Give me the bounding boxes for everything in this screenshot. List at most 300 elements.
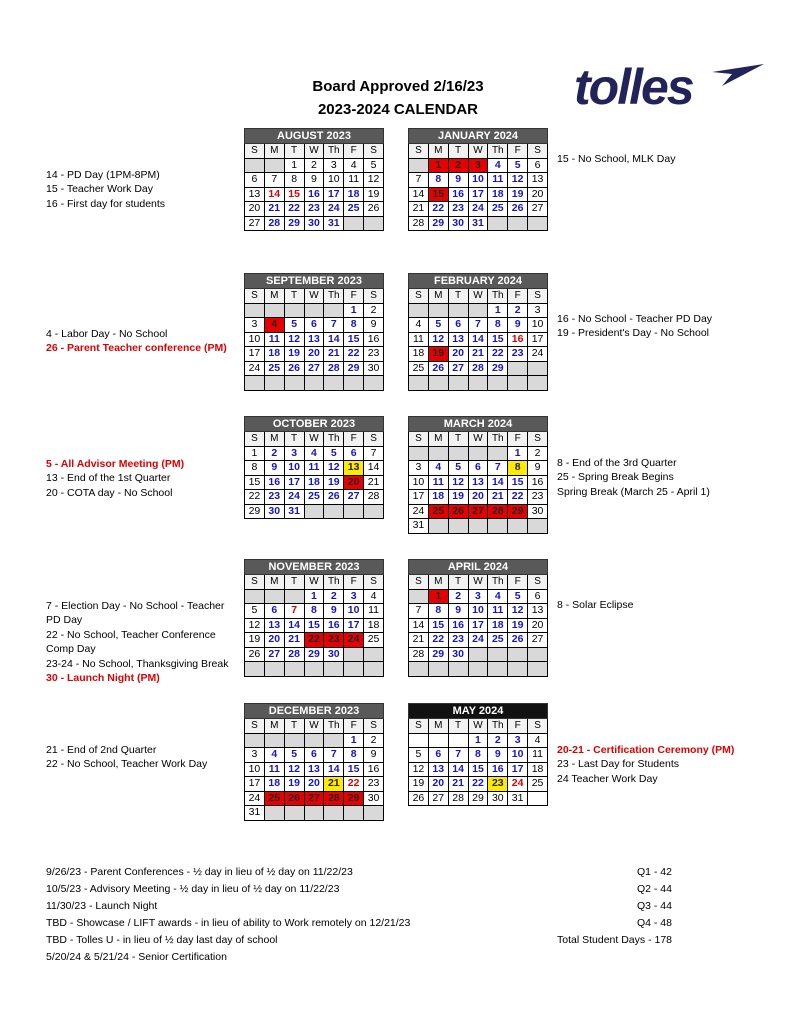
day-cell: 23 (304, 202, 324, 217)
month-header: SEPTEMBER 2023 (245, 274, 384, 289)
day-cell: 21 (409, 633, 429, 648)
weekday-header: F (508, 719, 528, 734)
day-cell: 3 (528, 303, 548, 318)
day-cell: 6 (528, 158, 548, 173)
day-cell: 12 (428, 332, 448, 347)
empty-day-cell (304, 806, 324, 821)
weekday-header: F (344, 575, 364, 590)
day-cell: 11 (528, 748, 548, 763)
day-cell: 22 (428, 202, 448, 217)
empty-day-cell (304, 376, 324, 391)
day-cell: 8 (468, 748, 488, 763)
day-cell: 26 (245, 647, 265, 662)
empty-day-cell (488, 446, 508, 461)
day-cell: 30 (364, 791, 384, 806)
day-cell: 7 (364, 446, 384, 461)
day-cell: 26 (508, 202, 528, 217)
day-cell: 1 (468, 733, 488, 748)
day-cell: 13 (264, 618, 284, 633)
day-cell: 13 (468, 475, 488, 490)
day-cell: 29 (284, 216, 304, 231)
day-cell: 12 (245, 618, 265, 633)
empty-day-cell (245, 662, 265, 677)
day-cell: 9 (448, 173, 468, 188)
day-cell: 14 (324, 332, 344, 347)
day-cell: 19 (284, 347, 304, 362)
weekday-header: S (409, 289, 429, 304)
day-cell: 10 (324, 173, 344, 188)
day-cell: 7 (488, 461, 508, 476)
weekday-header: F (344, 432, 364, 447)
day-cell: 23 (528, 490, 548, 505)
note: 15 - Teacher Work Day (46, 183, 153, 196)
weekday-header: S (364, 289, 384, 304)
day-cell: 27 (528, 633, 548, 648)
weekday-header: S (409, 432, 429, 447)
empty-day-cell (508, 647, 528, 662)
day-cell: 1 (245, 446, 265, 461)
weekday-header: S (409, 144, 429, 159)
empty-day-cell (508, 662, 528, 677)
day-cell: 21 (488, 490, 508, 505)
day-cell: 16 (264, 475, 284, 490)
empty-day-cell (344, 662, 364, 677)
empty-day-cell (488, 519, 508, 534)
weekday-header: M (264, 432, 284, 447)
empty-day-cell (284, 806, 304, 821)
empty-day-cell (488, 216, 508, 231)
weekday-header: T (284, 719, 304, 734)
weekday-header: Th (324, 289, 344, 304)
day-cell: 22 (488, 347, 508, 362)
empty-day-cell (245, 733, 265, 748)
notes-feb (557, 312, 712, 341)
day-cell: 29 (344, 361, 364, 376)
empty-day-cell (364, 806, 384, 821)
day-cell: 9 (324, 604, 344, 619)
calendar-grid (408, 416, 548, 534)
day-cell: 15 (245, 475, 265, 490)
weekday-header: Th (488, 289, 508, 304)
empty-day-cell (324, 376, 344, 391)
day-cell: 4 (409, 318, 429, 333)
note: 24 Teacher Work Day (557, 772, 658, 785)
day-cell: 26 (284, 791, 304, 806)
empty-day-cell (409, 376, 429, 391)
note-highlight: 5 - All Advisor Meeting (PM) (46, 458, 185, 470)
quarter-count: Q3 - 44 (636, 900, 672, 912)
day-cell: 12 (448, 475, 468, 490)
empty-day-cell (264, 303, 284, 318)
day-cell: 27 (428, 791, 448, 806)
weekday-header: T (448, 144, 468, 159)
day-cell: 20 (304, 777, 324, 792)
empty-day-cell (409, 662, 429, 677)
month-header: MARCH 2024 (409, 417, 548, 432)
day-cell: 11 (428, 475, 448, 490)
day-cell: 9 (364, 748, 384, 763)
quarter-day-counts (557, 864, 672, 949)
day-cell: 19 (409, 777, 429, 792)
quarter-count: Q1 - 42 (636, 866, 672, 878)
day-cell: 22 (245, 490, 265, 505)
day-cell: 25 (409, 361, 429, 376)
empty-day-cell (245, 303, 265, 318)
weekday-header: Th (324, 432, 344, 447)
day-cell: 21 (448, 777, 468, 792)
empty-day-cell (264, 662, 284, 677)
day-cell: 24 (528, 347, 548, 362)
day-cell: 28 (324, 791, 344, 806)
day-cell: 13 (528, 604, 548, 619)
day-cell: 14 (324, 762, 344, 777)
day-cell: 17 (284, 475, 304, 490)
day-cell: 8 (428, 604, 448, 619)
day-cell: 22 (284, 202, 304, 217)
calendar-aug-2023 (244, 128, 384, 231)
day-cell: 21 (409, 202, 429, 217)
day-cell: 9 (264, 461, 284, 476)
month-header: OCTOBER 2023 (245, 417, 384, 432)
day-cell: 18 (488, 187, 508, 202)
calendar-apr-2024 (408, 559, 548, 677)
note: 15 - No School, MLK Day (557, 153, 676, 165)
empty-day-cell (448, 303, 468, 318)
day-cell: 1 (428, 158, 448, 173)
calendar-jan-2024 (408, 128, 548, 231)
day-cell: 4 (488, 158, 508, 173)
day-cell: 20 (448, 347, 468, 362)
weekday-header: M (428, 719, 448, 734)
day-cell: 18 (428, 490, 448, 505)
day-cell: 20 (344, 475, 364, 490)
note: 20 - COTA day - No School (46, 486, 173, 499)
weekday-header: M (264, 575, 284, 590)
empty-day-cell (264, 589, 284, 604)
day-cell: 6 (428, 748, 448, 763)
empty-day-cell (468, 519, 488, 534)
note: 23 - Last Day for Students (557, 758, 679, 771)
empty-day-cell (468, 647, 488, 662)
weekday-header: S (245, 432, 265, 447)
day-cell: 19 (284, 777, 304, 792)
day-cell: 5 (364, 158, 384, 173)
day-cell: 14 (364, 461, 384, 476)
month-header: AUGUST 2023 (245, 129, 384, 144)
day-cell: 28 (488, 504, 508, 519)
day-cell: 19 (508, 618, 528, 633)
day-cell: 22 (508, 490, 528, 505)
day-cell: 17 (468, 187, 488, 202)
day-cell: 13 (344, 461, 364, 476)
day-cell: 1 (488, 303, 508, 318)
day-cell: 20 (528, 187, 548, 202)
day-cell: 11 (264, 332, 284, 347)
weekday-header: S (409, 719, 429, 734)
day-cell: 10 (409, 475, 429, 490)
day-cell: 12 (324, 461, 344, 476)
day-cell: 21 (264, 202, 284, 217)
weekday-header: M (428, 575, 448, 590)
weekday-header: S (364, 719, 384, 734)
weekday-header: W (304, 432, 324, 447)
day-cell: 6 (468, 461, 488, 476)
day-cell: 30 (488, 791, 508, 806)
day-cell: 23 (364, 777, 384, 792)
day-cell: 10 (468, 173, 488, 188)
day-cell: 9 (364, 318, 384, 333)
day-cell: 28 (468, 361, 488, 376)
day-cell: 18 (364, 618, 384, 633)
day-cell: 28 (264, 216, 284, 231)
day-cell: 17 (468, 618, 488, 633)
empty-day-cell (304, 662, 324, 677)
weekday-header: S (409, 575, 429, 590)
empty-day-cell (428, 662, 448, 677)
weekday-header: M (264, 289, 284, 304)
footer-line: 10/5/23 - Advisory Meeting - ½ day in lieu of ½ day on 11/22/23 (46, 883, 340, 895)
day-cell: 1 (344, 733, 364, 748)
day-cell: 2 (324, 589, 344, 604)
day-cell: 8 (284, 173, 304, 188)
month-header: DECEMBER 2023 (245, 704, 384, 719)
day-cell: 14 (264, 187, 284, 202)
day-cell: 27 (448, 361, 468, 376)
calendar-grid (408, 273, 548, 391)
day-cell: 10 (245, 762, 265, 777)
day-cell: 2 (448, 158, 468, 173)
empty-day-cell (508, 376, 528, 391)
day-cell: 7 (409, 173, 429, 188)
weekday-header: Th (324, 575, 344, 590)
day-cell: 20 (428, 777, 448, 792)
day-cell: 31 (409, 519, 429, 534)
day-cell: 8 (488, 318, 508, 333)
day-cell: 5 (448, 461, 468, 476)
empty-day-cell (344, 376, 364, 391)
note-highlight: 30 - Launch Night (PM) (46, 672, 160, 685)
day-cell: 26 (284, 361, 304, 376)
weekday-header: T (284, 575, 304, 590)
day-cell: 23 (508, 347, 528, 362)
day-cell: 24 (468, 202, 488, 217)
day-cell: 25 (364, 633, 384, 648)
day-cell: 10 (528, 318, 548, 333)
empty-day-cell (344, 806, 364, 821)
note: Spring Break (March 25 - April 1) (557, 485, 710, 498)
day-cell: 14 (409, 618, 429, 633)
empty-day-cell (468, 376, 488, 391)
day-cell: 22 (344, 777, 364, 792)
day-cell: 8 (344, 748, 364, 763)
day-cell: 24 (508, 777, 528, 792)
empty-day-cell (324, 806, 344, 821)
note-highlight: 26 - Parent Teacher conference (PM) (46, 342, 227, 355)
day-cell: 21 (324, 777, 344, 792)
empty-day-cell (245, 589, 265, 604)
notes-jan (557, 152, 675, 166)
day-cell: 13 (304, 332, 324, 347)
empty-day-cell (344, 647, 364, 662)
calendar-dec-2023 (244, 703, 384, 821)
calendar-grid (244, 703, 384, 821)
calendar-grid (408, 128, 548, 231)
day-cell: 2 (448, 589, 468, 604)
empty-day-cell (528, 361, 548, 376)
month-header: NOVEMBER 2023 (245, 560, 384, 575)
day-cell: 4 (528, 733, 548, 748)
weekday-header: M (428, 289, 448, 304)
weekday-header: T (284, 289, 304, 304)
quarter-count: Q2 - 44 (636, 883, 672, 895)
day-cell: 12 (364, 173, 384, 188)
day-cell: 29 (468, 791, 488, 806)
day-cell: 5 (284, 318, 304, 333)
empty-day-cell (264, 158, 284, 173)
day-cell: 29 (344, 791, 364, 806)
weekday-header: T (448, 575, 468, 590)
day-cell: 27 (245, 216, 265, 231)
weekday-header: S (528, 575, 548, 590)
weekday-header: S (245, 289, 265, 304)
empty-day-cell (409, 589, 429, 604)
day-cell: 4 (428, 461, 448, 476)
notes-dec (46, 743, 207, 772)
empty-day-cell (428, 446, 448, 461)
weekday-header: Th (488, 432, 508, 447)
day-cell: 7 (324, 318, 344, 333)
weekday-header: T (448, 719, 468, 734)
note: 22 - No School, Teacher Conference Comp Day (46, 628, 216, 656)
calendar-grid (408, 703, 548, 806)
day-cell: 12 (508, 173, 528, 188)
day-cell: 18 (304, 475, 324, 490)
day-cell: 26 (508, 633, 528, 648)
day-cell: 20 (304, 347, 324, 362)
day-cell: 26 (409, 791, 429, 806)
weekday-header: S (528, 144, 548, 159)
empty-day-cell (448, 446, 468, 461)
svg-text:tolles: tolles (574, 60, 693, 112)
day-cell: 24 (245, 361, 265, 376)
day-cell: 27 (304, 361, 324, 376)
calendar-grid (244, 273, 384, 391)
day-cell: 10 (284, 461, 304, 476)
day-cell: 13 (304, 762, 324, 777)
day-cell: 12 (508, 604, 528, 619)
day-cell: 16 (324, 618, 344, 633)
empty-day-cell (528, 376, 548, 391)
day-cell: 15 (428, 618, 448, 633)
day-cell: 3 (245, 318, 265, 333)
empty-day-cell (324, 662, 344, 677)
note: 14 - PD Day (1PM-8PM) (46, 169, 160, 181)
day-cell: 1 (344, 303, 364, 318)
day-cell: 16 (304, 187, 324, 202)
day-cell: 8 (344, 318, 364, 333)
month-header: JANUARY 2024 (409, 129, 548, 144)
day-cell: 20 (468, 490, 488, 505)
day-cell: 13 (245, 187, 265, 202)
empty-day-cell (344, 216, 364, 231)
day-cell: 11 (488, 173, 508, 188)
day-cell: 19 (508, 187, 528, 202)
note-highlight: 20-21 - Certification Ceremony (PM) (557, 744, 735, 756)
day-cell: 15 (304, 618, 324, 633)
day-cell: 26 (428, 361, 448, 376)
day-cell: 23 (488, 777, 508, 792)
notes-apr (557, 598, 633, 612)
day-cell: 7 (468, 318, 488, 333)
weekday-header: F (508, 432, 528, 447)
day-cell: 15 (284, 187, 304, 202)
day-cell: 8 (428, 173, 448, 188)
month-header: APRIL 2024 (409, 560, 548, 575)
day-cell: 5 (508, 158, 528, 173)
title-line-2: 2023-2024 CALENDAR (317, 101, 479, 118)
day-cell: 28 (364, 490, 384, 505)
weekday-header: W (304, 144, 324, 159)
day-cell: 30 (304, 216, 324, 231)
weekday-header: S (364, 144, 384, 159)
day-cell: 24 (284, 490, 304, 505)
empty-day-cell (304, 504, 324, 519)
day-cell: 9 (528, 461, 548, 476)
day-cell: 4 (344, 158, 364, 173)
day-cell: 9 (508, 318, 528, 333)
day-cell: 9 (448, 604, 468, 619)
month-header: MAY 2024 (409, 704, 548, 719)
empty-day-cell (284, 662, 304, 677)
day-cell: 24 (245, 791, 265, 806)
day-cell: 19 (428, 347, 448, 362)
empty-day-cell (284, 376, 304, 391)
calendar-mar-2024 (408, 416, 548, 534)
day-cell: 28 (284, 647, 304, 662)
weekday-header: F (344, 289, 364, 304)
notes-aug (46, 168, 165, 211)
day-cell: 6 (304, 318, 324, 333)
day-cell: 28 (409, 216, 429, 231)
day-cell: 3 (468, 158, 488, 173)
day-cell: 15 (344, 762, 364, 777)
day-cell: 30 (324, 647, 344, 662)
day-cell: 23 (448, 202, 468, 217)
day-cell: 14 (284, 618, 304, 633)
empty-day-cell (245, 376, 265, 391)
weekday-header: Th (488, 575, 508, 590)
day-cell: 16 (508, 332, 528, 347)
empty-day-cell (428, 519, 448, 534)
day-cell: 17 (344, 618, 364, 633)
weekday-header: Th (324, 719, 344, 734)
day-cell: 26 (364, 202, 384, 217)
day-cell: 10 (344, 604, 364, 619)
day-cell: 5 (428, 318, 448, 333)
title-line-1: Board Approved 2/16/23 (312, 78, 484, 95)
weekday-header: W (468, 575, 488, 590)
day-cell: 30 (264, 504, 284, 519)
day-cell: 18 (528, 762, 548, 777)
weekday-header: S (528, 432, 548, 447)
day-cell: 23 (324, 633, 344, 648)
day-cell: 29 (428, 216, 448, 231)
note: 19 - President's Day - No School (557, 327, 709, 340)
weekday-header: T (284, 144, 304, 159)
day-cell: 21 (364, 475, 384, 490)
day-cell: 31 (284, 504, 304, 519)
weekday-header: S (364, 575, 384, 590)
